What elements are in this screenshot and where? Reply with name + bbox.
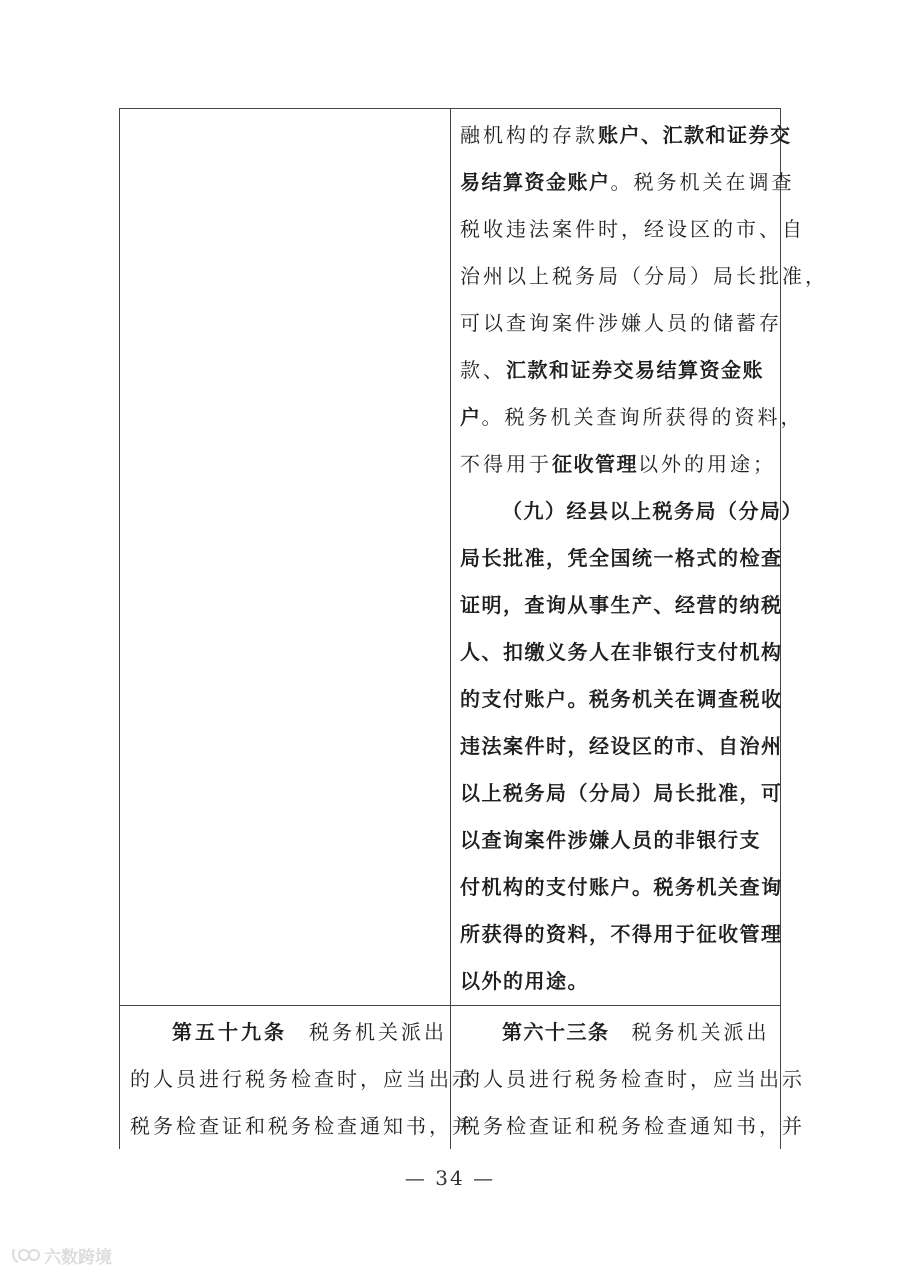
row-divider xyxy=(120,1005,780,1006)
item-nine-line: 以外的用途。 xyxy=(460,969,589,993)
right-bottom-cell xyxy=(450,1009,805,1150)
text-line: 第五十九条 税务机关派出 xyxy=(172,1020,447,1044)
text-line: 的人员进行税务检查时，应当出示 xyxy=(460,1067,805,1091)
text-line: 可以查询案件涉嫌人员的储蓄存 xyxy=(460,311,782,335)
item-nine-line: 的支付账户。税务机关在调查税收 xyxy=(460,687,783,711)
page-number: — 34 — xyxy=(404,1166,496,1190)
item-nine-line: 付机构的支付账户。税务机关查询 xyxy=(460,875,783,899)
watermark xyxy=(10,1244,112,1266)
item-nine-line: 所获得的资料，不得用于征收管理 xyxy=(460,922,783,946)
item-nine-line: 违法案件时，经设区的市、自治州 xyxy=(460,734,783,758)
text-line: 的人员进行税务检查时，应当出示 xyxy=(130,1067,475,1091)
comparison-table xyxy=(119,108,828,1149)
text-line: 税务检查证和税务检查通知书，并 xyxy=(460,1114,805,1138)
text-line: 易结算资金账户。税务机关在调查 xyxy=(460,170,795,194)
item-nine-line: 人、扣缴义务人在非银行支付机构 xyxy=(460,640,783,664)
item-nine-line: 证明，查询从事生产、经营的纳税 xyxy=(460,593,783,617)
text-line: 户。税务机关查询所获得的资料， xyxy=(460,405,804,429)
watermark-logo-icon xyxy=(10,1245,40,1265)
item-nine-line: 以上税务局（分局）局长批准，可 xyxy=(460,781,783,805)
item-nine-line: 局长批准，凭全国统一格式的检查 xyxy=(460,546,783,570)
right-top-cell xyxy=(450,112,828,1005)
text-line: 不得用于征收管理以外的用途； xyxy=(460,452,776,476)
text-line: 款、汇款和证券交易结算资金账 xyxy=(460,358,764,382)
left-bottom-cell xyxy=(120,1009,475,1150)
text-line: 税收违法案件时，经设区的市、自 xyxy=(460,217,805,241)
text-line: 税务检查证和税务检查通知书，并 xyxy=(130,1114,475,1138)
text-line: 第六十三条 税务机关派出 xyxy=(502,1020,770,1044)
item-nine-line: 以查询案件涉嫌人员的非银行支 xyxy=(460,828,761,852)
text-line: 融机构的存款账户、汇款和证券交 xyxy=(460,123,792,147)
article-number: 第五十九条 xyxy=(172,1020,287,1044)
watermark-text: 六数跨境 xyxy=(44,1247,112,1268)
text-line: 治州以上税务局（分局）局长批准， xyxy=(460,264,828,288)
article-number: 第六十三条 xyxy=(502,1020,610,1044)
item-nine-line: （九）经县以上税务局（分局） xyxy=(502,499,803,523)
